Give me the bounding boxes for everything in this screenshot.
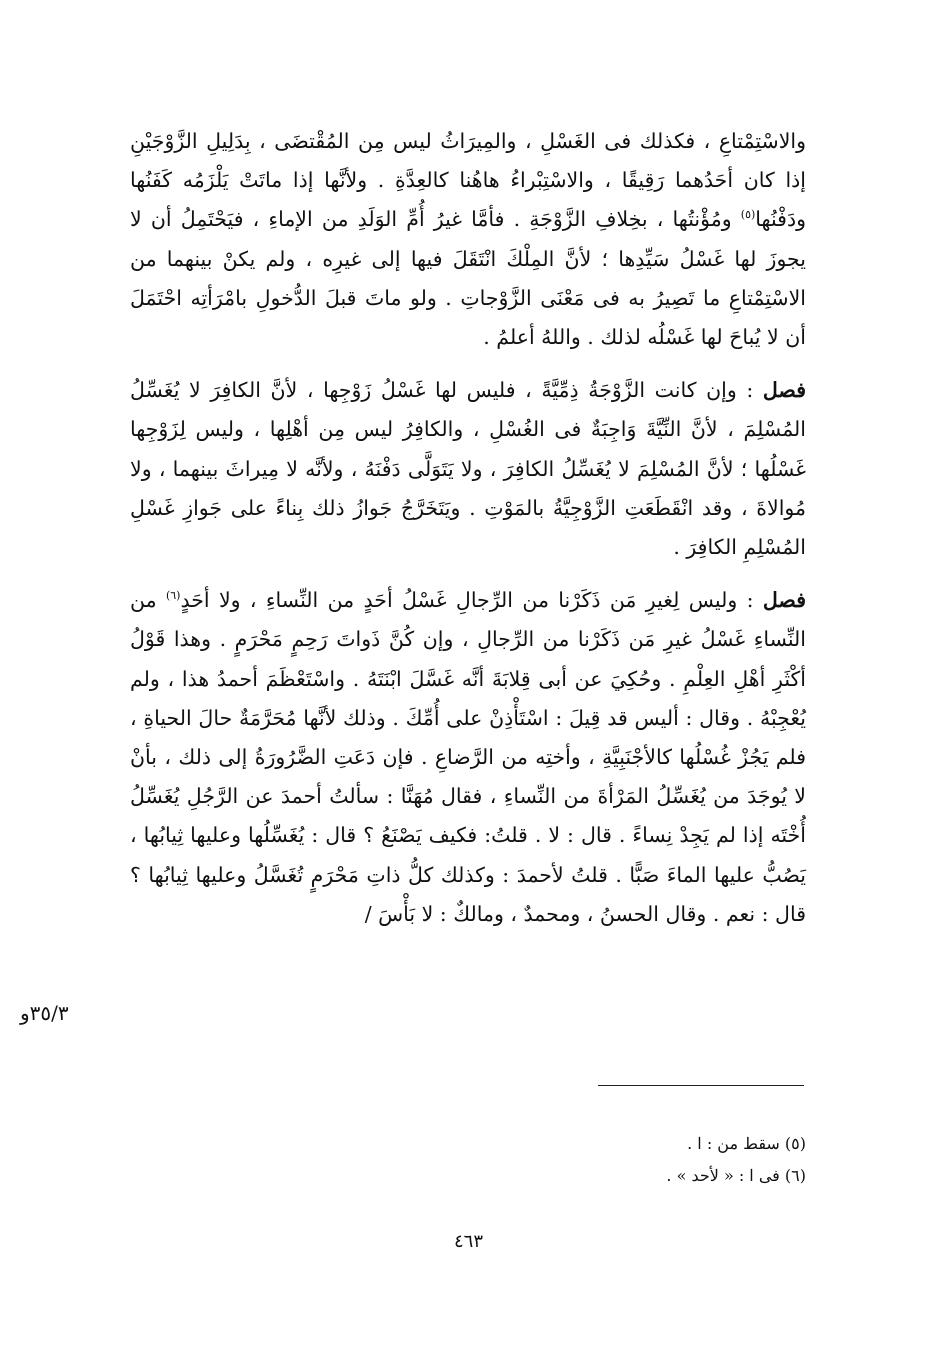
footnote: (٥) سقط من : ا . <box>687 1134 806 1153</box>
paragraph-text: : وليس لِغيرِ مَن ذَكَرْنا من الرِّجالِ غَسْلُ أحَدٍ من النِّساءِ ، ولا أحَدٍ <box>180 588 763 613</box>
paragraph-text: : وإن كانت الزَّوْجَةُ ذِمِّيَّةً ، فليس لها غَسْلُ زَوْجِها ، لأنَّ الكافِرَ لا يُغَسِّلُ المُسْلِمَ ، لأنَّ النِّيَّةَ وَاجِبَةٌ فى الغُسْلِ ، والكافِرُ ليس مِن أهْلِها ، وليس لِزَوْجِها غَسْلُها ؛ لأنَّ المُسْلِمَ لا يُغَسِّلُ الكافِرَ ، ولا يَتَوَلَّى دَفْنَهُ ، ولأنَّه لا مِيراثَ بينهما ، ولا مُوالاةَ ، وقد انْقَطَعَتِ الزَّوْجِيَّةُ بالمَوْتِ . ويَتَخَرَّجُ جَوازُ ذلك بِناءً على جَوازِ غَسْلِ المُسْلِمِ الكافِرَ . <box>130 378 806 560</box>
footnote-marker[interactable]: (٦) <box>165 589 181 603</box>
footnote-marker[interactable]: (٥) <box>740 208 756 222</box>
paragraph-text: من النِّساءِ غَسْلُ غيرِ مَن ذَكَرْنا من الرِّجالِ ، وإن كُنَّ ذَواتَ رَحِمٍ مَحْرَمٍ . وهذا قَوْلُ أكْثَرِ أهْلِ العِلْمِ . وحُكِيَ عن أبى قِلابَةَ أنَّه غَسَّلَ ابْنَتَهُ . واسْتَعْظَمَ أحمدُ هذا ، ولم يُعْجِبْهُ . وقال : أليس قد قِيلَ : اسْتَأْذِنْ على أُمِّكَ . وذلك لأنَّها مُحَرَّمَةٌ حالَ الحياةِ ، فلم يَجُزْ غُسْلُها كالأجْنَبِيَّةِ ، وأختِه من الرَّضاعِ . فإن دَعَتِ الضَّرُورَةُ إلى ذلك ، بأنْ لا يُوجَدَ من يُغَسِّلُ المَرْأةَ من النِّساءِ ، فقال مُهَنَّا : سألتُ أحمدَ عن الرَّجُلِ يُغَسِّلُ أُخْتَه إذا لم يَجِدْ نِساءً . قال : لا . قلتُ: فكيف يَصْنَعُ ؟ قال : يُغَسِّلُها وعليها ثِيابُها ، يَصُبُّ عليها الماءَ صَبًّا . قلتُ لأحمدَ : وكذلك كلُّ ذاتِ مَحْرَمٍ تُغَسَّلُ وعليها ثِيابُها ؟ قال : نعم . وقال الحسنُ ، ومحمدٌ ، ومالكٌ : لا بَأْسَ / <box>130 588 806 926</box>
page-number: ٤٦٣ <box>453 1231 483 1252</box>
paragraph <box>130 581 806 934</box>
section-heading: فصل <box>762 378 806 403</box>
paragraph-text: والاسْتِمْتاعِ ، فكذلك فى الغَسْلِ ، والمِيرَاثُ ليس مِن المُقْتضَى ، بِدَلِيلِ الزَّوْجَيْنِ إذا كان أحَدُهما رَقِيقًا ، والاسْتِبْراءُ هاهُنا كالعِدَّةِ . ولأنَّها إذا ماتَتْ يَلْزَمُه كَفَنُها ودَفْنُها <box>130 129 806 232</box>
footnote: (٦) فى ا : « لأحد » . <box>666 1166 806 1185</box>
paragraph-text: ومُؤْنتُها ، بخِلافِ الزَّوْجَةِ . فأمَّا غيرُ أُمِّ الوَلَدِ من الإماءِ ، فيَحْتَمِلُ أن لا يجوزَ لها غَسْلُ سَيِّدِها ؛ لأنَّ المِلْكَ انْتَقَلَ فيها إلى غيرِه ، ولم يكنْ بينهما من الاسْتِمْتاعِ ما تَصِيرُ به فى مَعْنَى الزَّوْجاتِ . ولو ماتَ قبلَ الدُّخولِ بامْرَأتِه احْتَمَلَ أن لا يُباحَ لها غَسْلُه لذلك . واللهُ أعلمُ . <box>130 207 806 350</box>
paragraph <box>130 122 806 357</box>
paragraph <box>130 371 806 567</box>
footnote-divider <box>598 1085 804 1086</box>
footnotes <box>540 1128 806 1192</box>
manuscript-folio-note: ٣٥/٣و <box>20 1001 69 1025</box>
section-heading: فصل <box>762 588 806 613</box>
main-text <box>130 122 806 934</box>
